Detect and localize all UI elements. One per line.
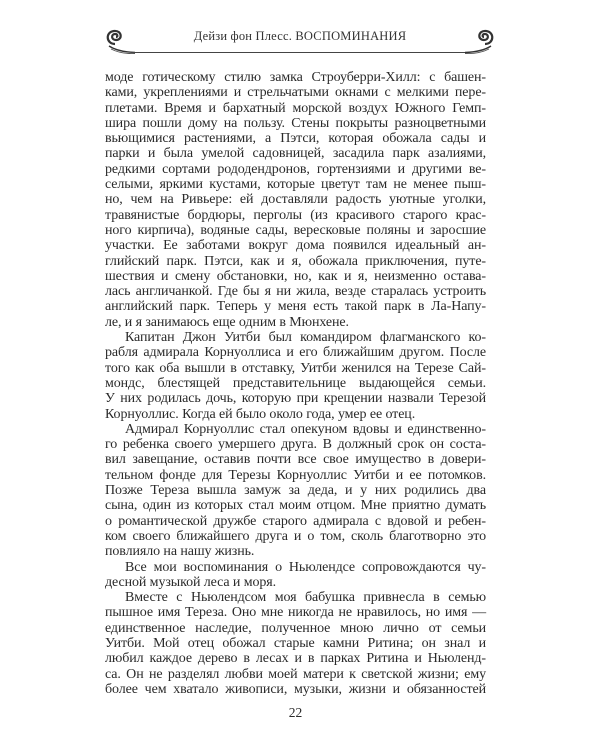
text-line: Все мои воспоминания о Ньюлендсе сопровождаются чу- [125, 559, 486, 575]
paragraph [105, 422, 486, 560]
text-line: Позже Тереза вышла замуж за деда, и у них родились два [105, 483, 486, 499]
text-line: Вместе с Ньюлендсом моя бабушка привнесла в семью [125, 590, 486, 606]
text-line: тельном фонде для Терезы Корнуоллис Уитби и ее потомков. [105, 467, 486, 483]
text-line: го ребенка своего умершего друга. В должный срок он соста- [105, 437, 486, 453]
body-text [105, 70, 486, 697]
text-line: Адмирал Корнуоллис стал опекуном вдовы и единственно- [125, 421, 486, 437]
paragraph [105, 590, 486, 697]
text-line: десной музыкой леса и моря. [105, 574, 277, 590]
text-line: сына, один из которых стал моим отцом. Мне приятно думать [105, 498, 486, 514]
text-line: Капитан Джон Уитби был командиром флагманского ко- [125, 330, 486, 346]
text-line: плетами. Время и бархатный морской воздух Южного Гемп- [105, 100, 486, 116]
text-line: вьющимися растениями, а Пэтси, которая обожала сады и [105, 131, 486, 147]
text-line: редкими сортами рододендронов, гортензиями и другими ве- [105, 161, 486, 177]
paragraph [105, 70, 486, 330]
text-line: английский парк. Теперь у меня есть такой парк в Ла-Напу- [105, 299, 486, 315]
text-line: ками, укреплениями и стрельчатыми окнами с мелкими пере- [105, 85, 486, 101]
text-line: селыми, яркими кустами, которые цветут там не менее пыш- [105, 177, 486, 193]
scroll-ornament-icon [101, 22, 135, 58]
text-line: ного кирпича), водяные сады, вересковые поляны и заросшие [105, 222, 486, 238]
text-line: рабля адмирала Корнуоллиса и его ближайшим другом. После [105, 345, 486, 361]
text-line: того как оба вышли в отставку, Уитби женился на Терезе Сай- [105, 360, 486, 376]
text-line: но, чем на Ривьере: ей доставляли радость уютные уголки, [105, 192, 486, 208]
text-line: единственное наследие, полученное мною лично от семьи [105, 620, 486, 636]
text-line: вил завещание, оставив почти все свое имущество в довери- [105, 452, 486, 468]
paragraph [105, 560, 486, 591]
text-line: глийский парк. Пэтси, как и я, обожала приключения, путе- [105, 253, 486, 269]
text-line: Уитби. Мой отец обожал старые камни Ритина; он знал и [105, 635, 486, 651]
text-line: шествия и смену обстановки, но, как и я, неизменно остава- [105, 268, 486, 284]
text-line: травянистые бордюры, перголы (из красивого старого крас- [105, 207, 486, 223]
text-line: пышное имя Тереза. Оно мне никогда не нравилось, но имя — [105, 605, 486, 621]
text-line: любил каждое дерево в лесах и в парках Ритина и Ньюленд- [105, 651, 486, 667]
text-line: мондс, блестящей представительнице выдающейся семьи. [105, 375, 486, 391]
page-content [105, 70, 486, 721]
text-line: ле, и я занимаюсь еще одним в Мюнхене. [105, 314, 349, 330]
scroll-ornament-icon [465, 22, 499, 58]
header-title: Дейзи фон Плесс. ВОСПОМИНАНИЯ [193, 29, 407, 43]
text-line: о романтической дружбе старого адмирала с вдовой и ребен- [105, 513, 486, 529]
text-line: ком своего ближайшего друга и о том, сколь благотворно это [105, 528, 486, 544]
text-line: повлияло на нашу жизнь. [105, 544, 255, 560]
text-line: моде готическому стилю замка Строуберри-Хилл: с башен- [105, 70, 486, 85]
text-line: парки и была умелой садовницей, засадила парк азалиями, [105, 146, 486, 162]
running-header [103, 22, 497, 58]
text-line: более чем хватало живописи, музыки, жизни и обязанностей [105, 681, 486, 697]
text-line: Корнуоллис. Когда ей было около года, умер ее отец. [105, 406, 416, 422]
text-line: шира пошли дому на пользу. Стены покрыты разноцветными [105, 115, 486, 131]
text-line: лась англичанкой. Где бы я ни жила, везде старалась устроить [105, 284, 486, 300]
page-number: 22 [288, 705, 303, 721]
text-line: У них родилась дочь, которую при крещении назвали Терезой [105, 391, 486, 407]
text-line: са. Он не разделял любви моей матери к светской жизни; ему [105, 666, 486, 682]
paragraph [105, 330, 486, 422]
text-line: участки. Ее заботами вокруг дома появился идеальный ан- [105, 238, 486, 254]
header-rule [131, 52, 469, 53]
